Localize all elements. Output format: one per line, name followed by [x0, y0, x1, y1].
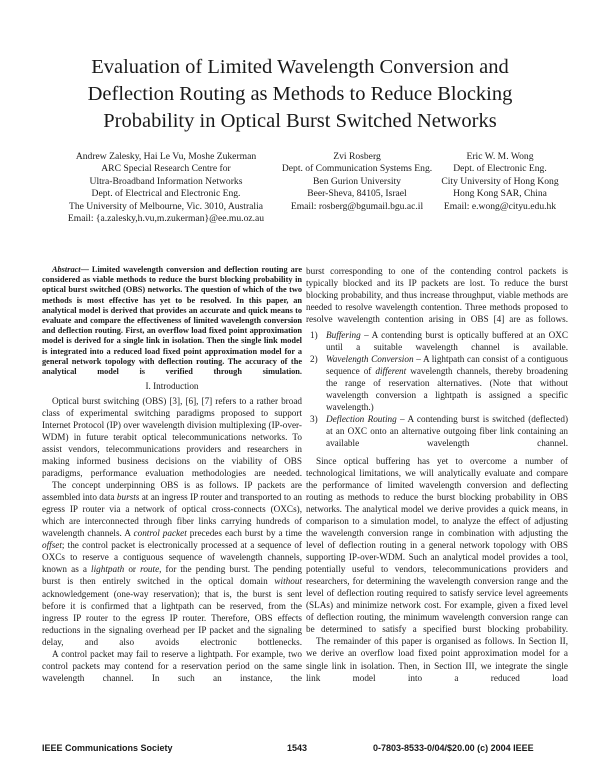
section-heading: I. Introduction — [145, 381, 199, 392]
paper-title — [30, 54, 570, 135]
title-line: Evaluation of Limited Wavelength Conversion and — [91, 56, 509, 78]
title-line: Probability in Optical Burst Switched Networks — [103, 110, 497, 132]
author-block-2 — [276, 151, 438, 213]
author-names: Eric W. M. Wong — [466, 151, 534, 162]
right-paragraph-1: burst corresponding to one of the contending control packets is typically blocked and its IP packets are lost. To reduce the burst blocking probability, and thus increase throughput, viable methods are needed to resolve wavelength contention. Three methods proposed to resolve wavelength contention arising in OBS [4] are as follows. — [306, 266, 568, 325]
affiliation-line: Dept. of Electronic Eng. — [453, 163, 547, 175]
author-block-1 — [36, 151, 296, 225]
affiliation-line: ARC Special Research Centre for — [101, 163, 231, 175]
footer-page-number: 1543 — [287, 743, 308, 753]
author-email: Email: rosberg@bgumail.bgu.ac.il — [290, 200, 424, 212]
abstract-label: Abstract — [52, 265, 81, 274]
author-email: Email: {a.zalesky,h.vu,m.zukerman}@ee.mu.oz.au — [67, 213, 265, 225]
affiliation-line: Ben Gurion University — [313, 175, 401, 187]
affiliation-line: Hong Kong SAR, China — [453, 188, 547, 200]
intro-paragraph-1: Optical burst switching (OBS) [3], [6], [7] refers to a rather broad class of experimental switching paradigms proposed to support Internet Protocol (IP) over wavelength division multiplexing (IP-over-WDM) in future terabit optical telecommunications networks. To assist vendors, telecommunications providers and researchers in making informed business decisions on the viability of OBS paradigms, performance evaluation methodologies are needed. — [42, 396, 302, 479]
affiliation-line: Beer-Sheva, 84105, Israel — [307, 188, 407, 200]
footer-society: IEEE Communications Society — [42, 743, 173, 753]
author-names: Zvi Rosberg — [333, 151, 381, 162]
affiliation-line: Dept. of Communication Systems Eng. — [281, 163, 433, 175]
abstract — [42, 265, 302, 377]
left-column — [42, 265, 302, 684]
affiliation-line: City University of Hong Kong — [441, 175, 559, 187]
author-names: Andrew Zalesky, Hai Le Vu, Moshe Zukerman — [75, 151, 257, 162]
list-item: 1) Buffering – A contending burst is optically buffered at an OXC until a suitable wavelength channel is available. — [310, 330, 568, 353]
intro-paragraph-3: A control packet may fail to reserve a lightpath. For example, two control packets may contend for a reservation period on the same wavelength channel. In such an instance, the — [42, 648, 302, 683]
abstract-text: — Limited wavelength conversion and deflection routing are considered as viable methods to reduce the burst blocking probability in optical burst switched (OBS) networks. The question of which of the two methods is most effective has yet to be resolved. In this paper, an analytical model is derived that provides an accurate and quick means to evaluate and compare the effectiveness of limited wavelength conversion and deflection routing. First, an overflow load fixed point approximation model is derived for a single link in isolation. Then the single link model is integrated into a reduced load fixed point approximation model for a general network topology with deflection routing. The accuracy of the analytical model is verified through simulation. — [42, 265, 302, 377]
affiliation-line: The University of Melbourne, Vic. 3010, Australia — [68, 200, 263, 212]
right-paragraph-3: The remainder of this paper is organised as follows. In Section II, we derive an overflow load fixed point approximation model for a single link in isolation. Then, in Section III, we integrate the single link model into a reduced load — [306, 636, 568, 683]
methods-list — [306, 329, 568, 449]
right-paragraph-2: Since optical buffering has yet to overcome a number of technological limitations, we will analytically evaluate and compare the performance of limited wavelength conversion and deflecting routing as methods to reduce the burst blocking probability in OBS networks. The analytical model we derive provides a quick means, in comparison to a simulation model, to analyze the effect of adjusting the wavelength conversion range in combination with adjusting the level of deflection routing in a general network topology with OBS supporting IP-over-WDM. Such an analytical model provides a tool, potentially useful to vendors, telecommunications providers and researchers, for determining the wavelength conversion range and the level of deflection routing required to satisfy service level agreements (SLAs) and minimize network cost. For example, given a fixed level of deflection routing, the minimum wavelength conversion range can be determined to satisfy a specified burst blocking probability. — [306, 456, 568, 635]
title-line: Deflection Routing as Methods to Reduce Blocking — [87, 83, 513, 105]
right-column — [306, 265, 568, 684]
author-email: Email: e.wong@cityu.edu.hk — [443, 200, 557, 212]
author-block-3 — [420, 151, 580, 213]
intro-paragraph-2: The concept underpinning OBS is as follows. IP packets are assembled into data bursts at an ingress IP router and transported to an egress IP router via a network of optical cross-connects (OXCs), which are interconnected through fiber links carrying hundreds of wavelength channels. A control packet precedes each burst by a time offset; the control packet is electronically processed at a sequence of OXCs to reserve a contiguous sequence of wavelength channels, known as a lightpath or route, for the pending burst. The pending burst is then entirely switched in the optical domain without acknowledgement (one-way reservation); that is, the burst is sent before it is confirmed that a lightpath can be reserved, from the ingress IP router to the egress IP router. Therefore, OBS effects reductions in the signaling overhead per IP packet and the signaling delay, and also avoids electronic bottlenecks. — [42, 480, 302, 647]
affiliation-line: Ultra-Broadband Information Networks — [89, 175, 243, 187]
footer-copyright: 0-7803-8533-0/04/$20.00 (c) 2004 IEEE — [373, 743, 534, 753]
list-item: 3) Deflection Routing – A contending burst is switched (deflected) at an OXC onto an alternative outgoing fiber link containing an available wavelength channel. — [310, 414, 569, 449]
affiliation-line: Dept. of Electrical and Electronic Eng. — [91, 188, 241, 200]
list-item: 2) Wavelength Conversion – A lightpath can consist of a contiguous sequence of different wavelength channels, thereby broadening the range of reservation alternatives. (Note that without wavelength conversion a lightpath is assigned a specific wavelength.) — [310, 354, 568, 413]
